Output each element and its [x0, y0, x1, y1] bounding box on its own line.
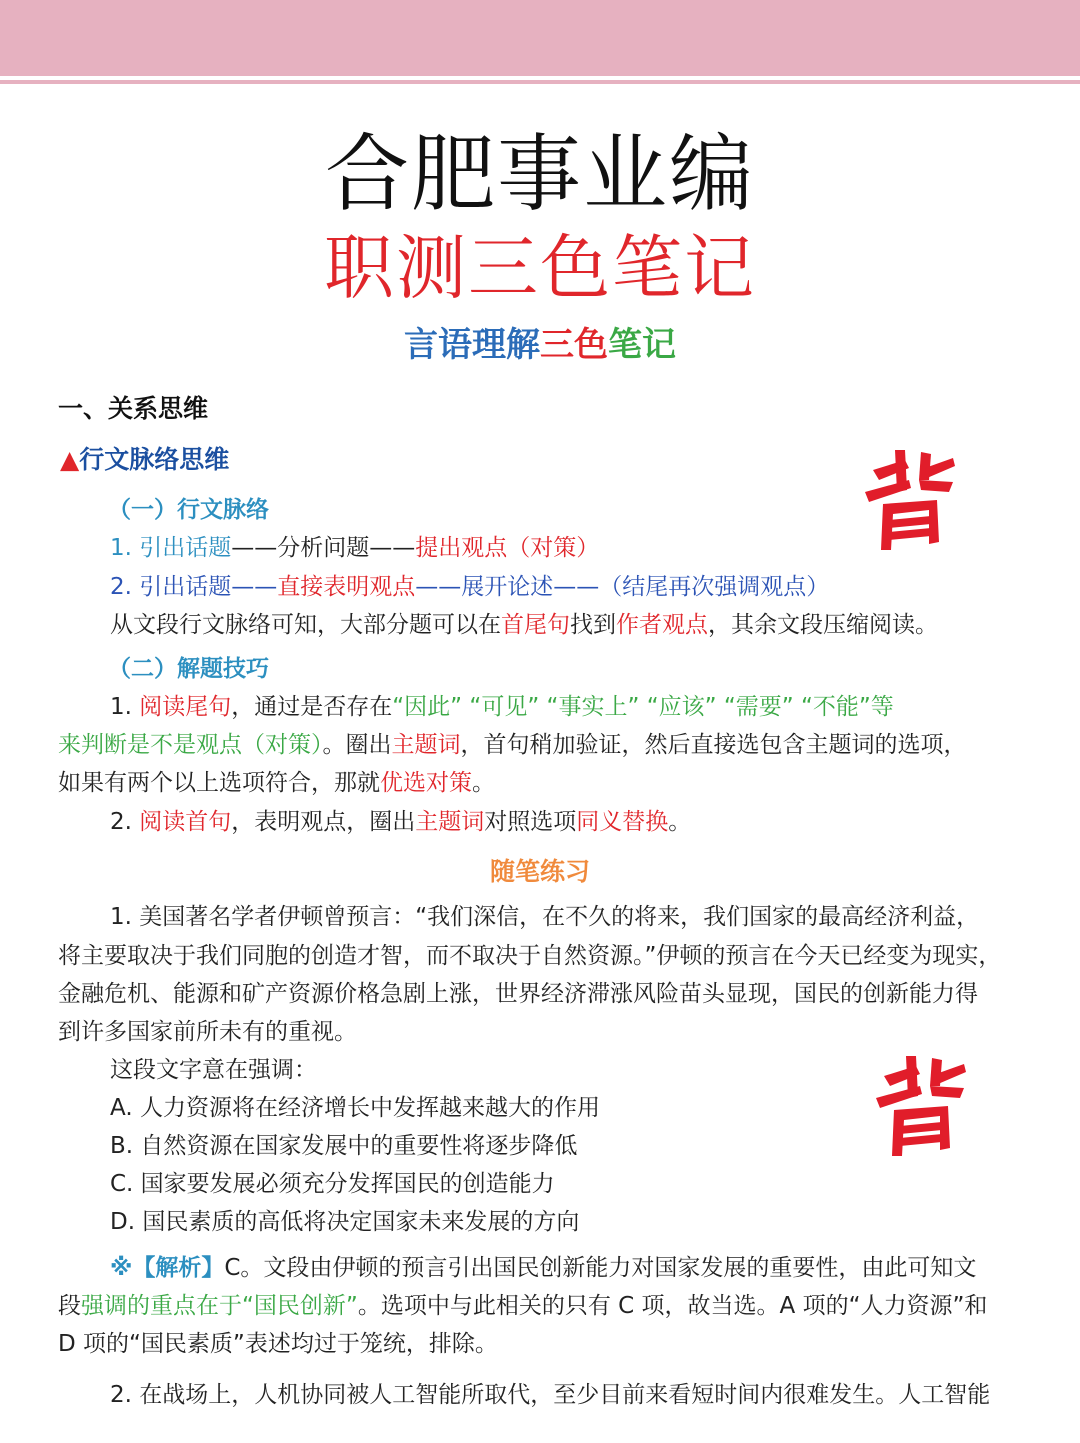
- triangle-icon: ▲: [60, 445, 80, 474]
- option-b: B. 自然资源在国家发展中的重要性将逐步降低: [110, 1133, 578, 1159]
- question-1-line-2: 将主要取决于我们同胞的创造才智，而不取决于自然资源。”伊顿的预言在今天已经变为现实，: [58, 943, 1002, 969]
- main-title: 合肥事业编: [324, 125, 755, 223]
- section-banner-title: 言语理解三色笔记: [404, 325, 676, 365]
- flow-line-1: 1. 引出话题——分析问题——提出观点（对策）: [110, 535, 600, 561]
- analysis-line-2: 段强调的重点在于“国民创新”。选项中与此相关的只有 C 项，故当选。A 项的“人力资源”和: [58, 1293, 988, 1319]
- sub-heading-2: （二）解题技巧: [108, 656, 269, 682]
- flow-line-2: 2. 引出话题——直接表明观点——展开论述——（结尾再次强调观点）: [110, 574, 830, 600]
- top-banner: [0, 0, 1080, 76]
- section-heading-1: 一、关系思维: [58, 394, 209, 423]
- question-1-line-4: 到许多国家前所未有的重视。: [58, 1019, 357, 1045]
- bei-stamp-icon: [866, 1052, 976, 1162]
- banner-divider: [0, 80, 1080, 84]
- sub-heading-flow: ▲行文脉络思维: [60, 445, 230, 474]
- practice-heading: 随笔练习: [489, 857, 590, 886]
- flow-summary: 从文段行文脉络可知，大部分题可以在首尾句找到作者观点，其余文段压缩阅读。: [110, 612, 938, 638]
- subtitle-colored: 职测三色笔记: [324, 227, 756, 309]
- question-stem: 这段文字意在强调：: [110, 1057, 317, 1083]
- analysis-line-3: D 项的“国民素质”表述均过于笼统，排除。: [58, 1331, 498, 1357]
- bei-stamp-icon: [855, 446, 965, 556]
- question-1-line-3: 金融危机、能源和矿产资源价格急剧上涨，世界经济滞涨风险苗头显现，国民的创新能力得: [58, 981, 978, 1007]
- sub-heading-1: （一）行文脉络: [108, 497, 269, 523]
- option-c: C. 国家要发展必须充分发挥国民的创造能力: [110, 1171, 555, 1197]
- question-2-line-1: 2. 在战场上，人机协同被人工智能所取代，至少目前来看短时间内很难发生。人工智能: [110, 1382, 991, 1408]
- tip-1-line-1: 1. 阅读尾句，通过是否存在“因此” “可见” “事实上” “应该” “需要” “不能”等: [110, 694, 894, 720]
- tip-2: 2. 阅读首句，表明观点，圈出主题词对照选项同义替换。: [110, 809, 692, 835]
- option-d: D. 国民素质的高低将决定国家未来发展的方向: [110, 1209, 580, 1235]
- analysis-line-1: ※【解析】C。文段由伊顿的预言引出国民创新能力对国家发展的重要性，由此可知文: [110, 1255, 977, 1281]
- tip-1-line-3: 如果有两个以上选项符合，那就优选对策。: [58, 770, 495, 796]
- tip-1-line-2: 来判断是不是观点（对策）。圈出主题词，首句稍加验证，然后直接选包含主题词的选项，: [58, 732, 967, 758]
- question-1-line-1: 1. 美国著名学者伊顿曾预言：“我们深信，在不久的将来，我们国家的最高经济利益，: [110, 904, 980, 930]
- option-a: A. 人力资源将在经济增长中发挥越来越大的作用: [110, 1095, 600, 1121]
